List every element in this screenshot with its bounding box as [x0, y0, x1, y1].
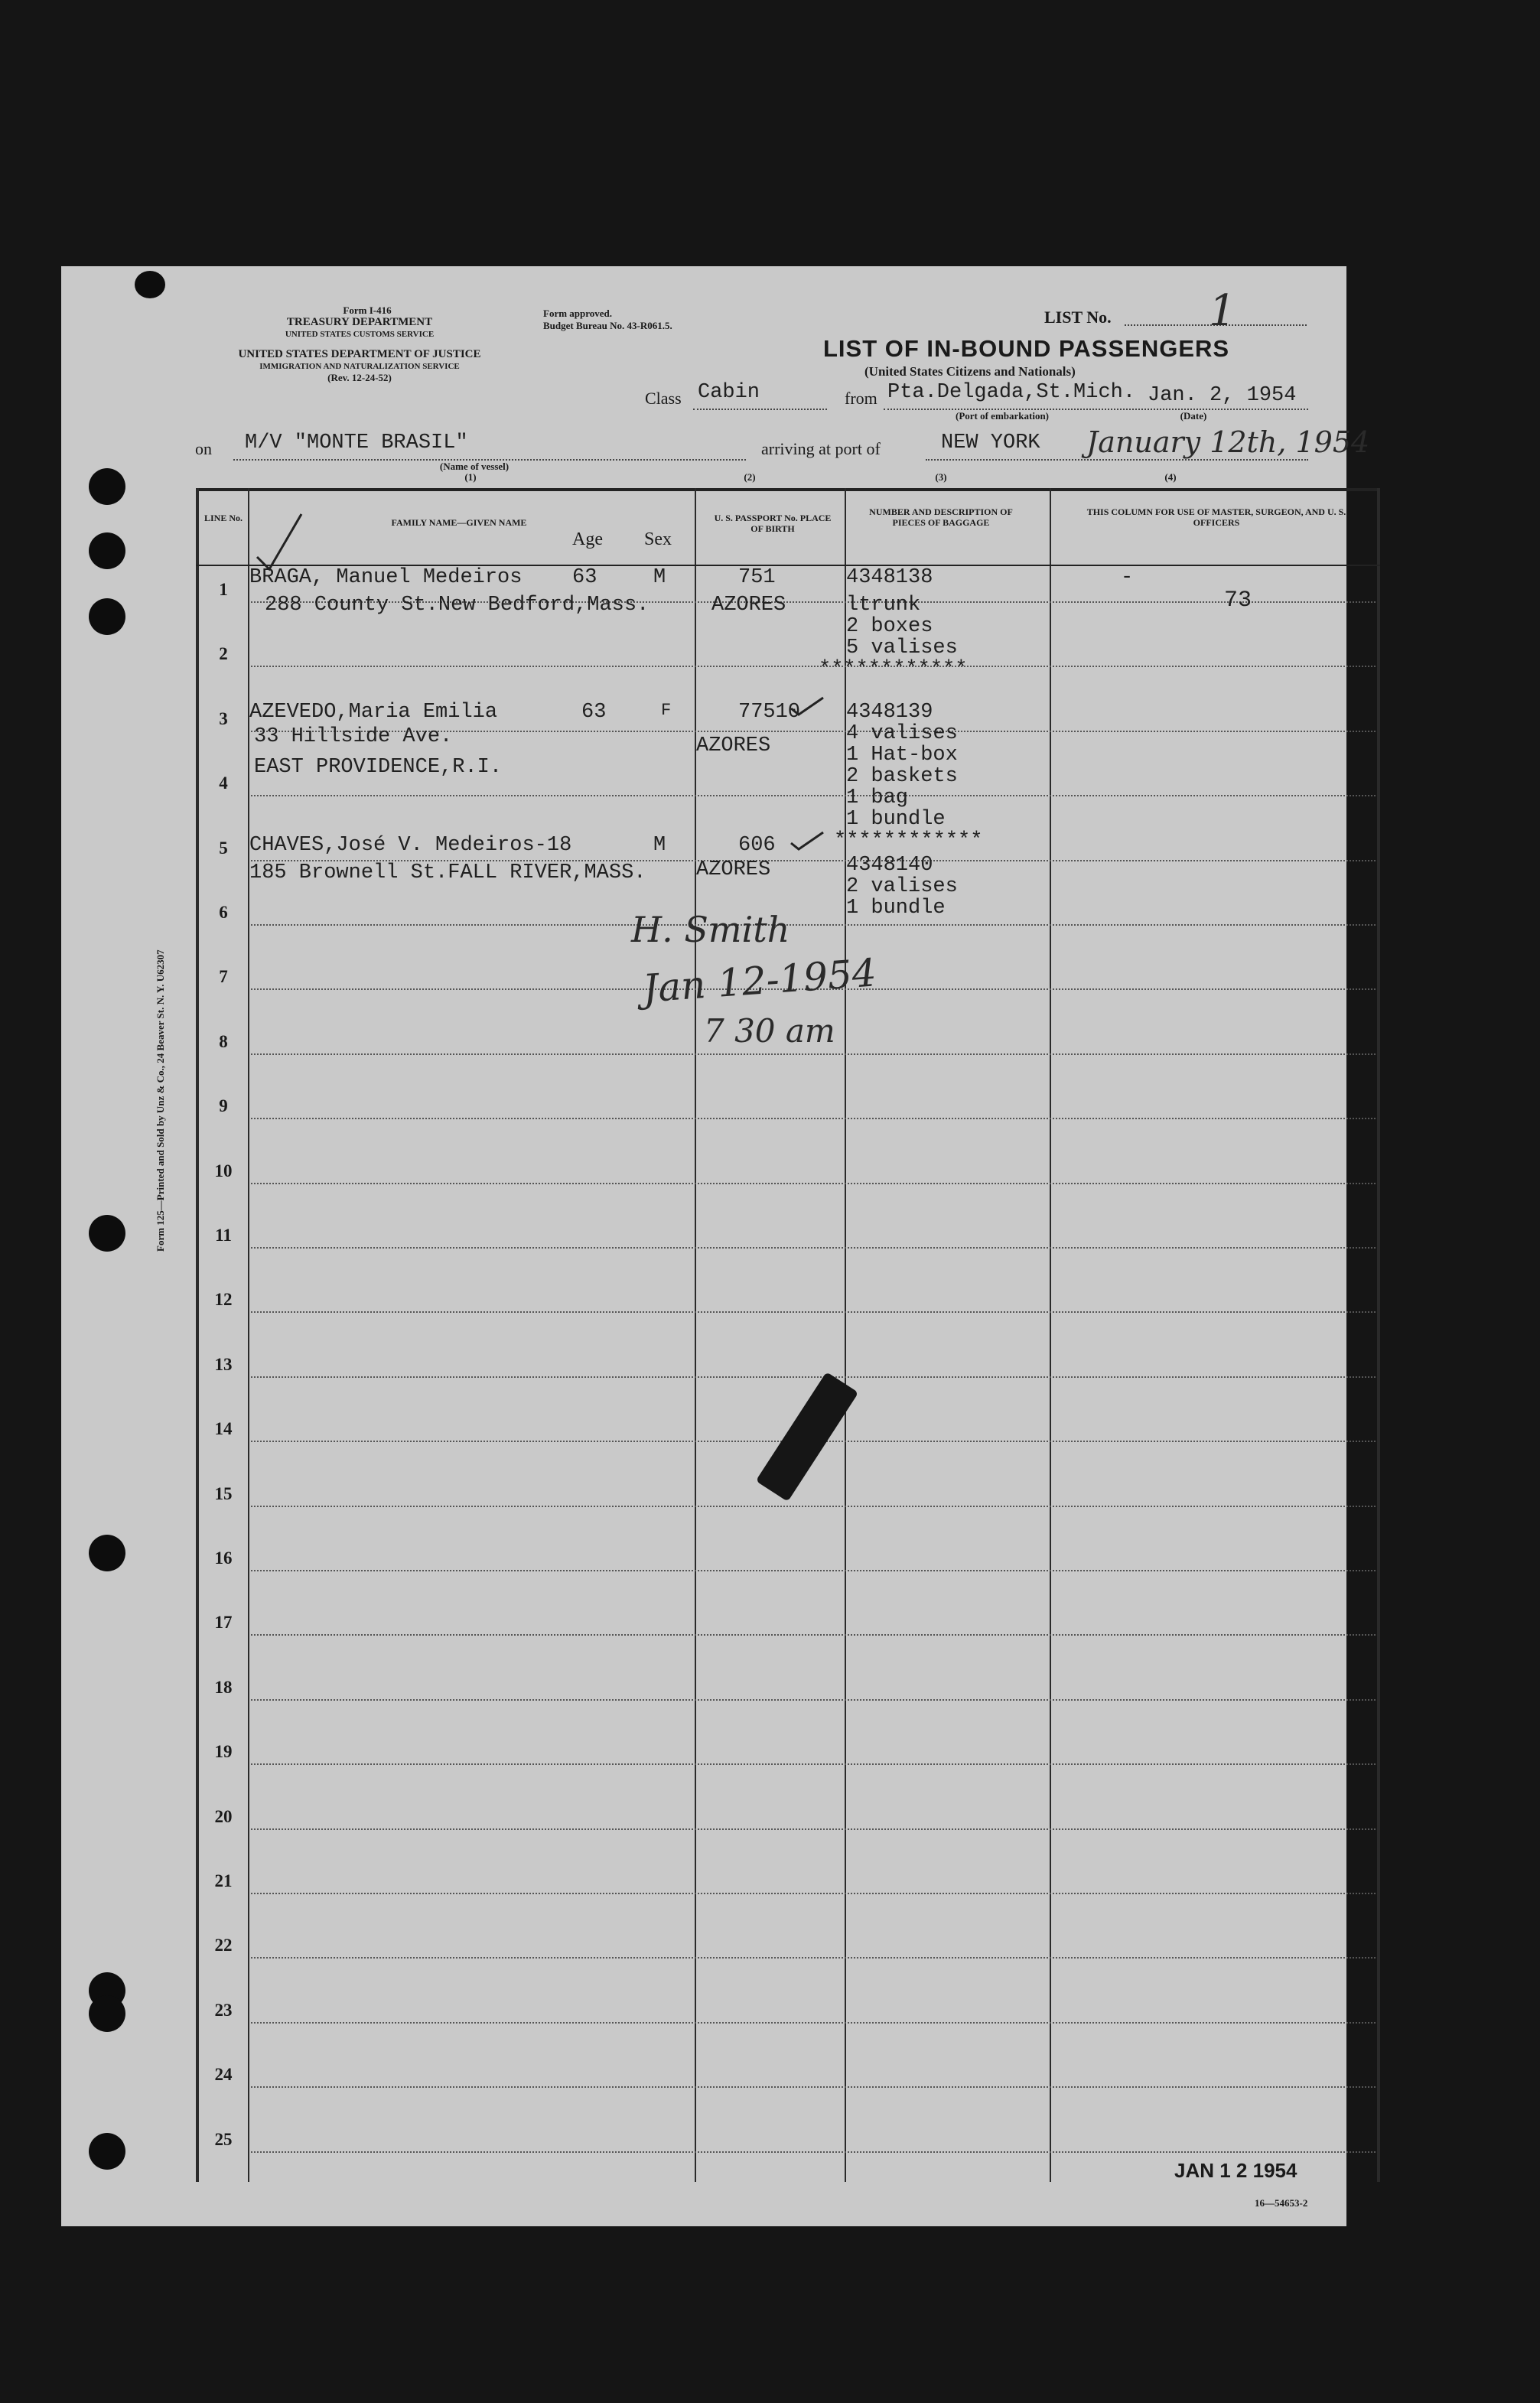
row-line	[251, 1763, 1376, 1765]
entry-2-baggage-4: 1 bundle	[846, 808, 946, 831]
entry-1-birth: AZORES	[711, 594, 786, 617]
binder-hole	[89, 468, 125, 505]
row-line	[251, 1053, 1376, 1055]
row-line	[251, 2022, 1376, 2024]
inspector-signature: H. Smith	[631, 909, 790, 950]
entry-1-baggage-0: ltrunk	[846, 594, 921, 617]
entry-1-passport: 751	[738, 566, 776, 589]
page-title: LIST OF IN-BOUND PASSENGERS	[823, 335, 1230, 362]
row-line	[251, 1570, 1376, 1571]
row-line	[251, 1634, 1376, 1636]
entry-2-baggage-1: 1 Hat-box	[846, 744, 958, 767]
row-line	[251, 666, 1376, 667]
check-mark-icon	[788, 695, 826, 718]
binder-hole	[89, 1995, 125, 2032]
row-number: 12	[214, 1290, 233, 1310]
entry-2-baggage-2: 2 baskets	[846, 765, 958, 788]
col-name: FAMILY NAME—GIVEN NAME	[391, 517, 527, 528]
row-number: 17	[214, 1613, 233, 1633]
row-number: 7	[219, 967, 228, 987]
binder-hole	[89, 1215, 125, 1252]
entry-2-passport: 77510	[738, 701, 801, 724]
class-label: Class	[645, 389, 682, 408]
row-line	[251, 1957, 1376, 1959]
port-caption: (Port of embarkation)	[955, 410, 1050, 422]
caption-1: (1)	[464, 471, 477, 483]
doj-label: UNITED STATES DEPARTMENT OF JUSTICE	[238, 348, 481, 360]
row-line	[251, 1247, 1376, 1249]
entry-3-baggage-no: 4348140	[846, 854, 933, 877]
entry-3-baggage-0: 2 valises	[846, 875, 958, 898]
row-number: 5	[219, 838, 228, 858]
entry-1-baggage-no: 4348138	[846, 566, 933, 589]
entry-2-baggage-0: 4 valises	[846, 722, 958, 745]
date-stamp: JAN 1 2 1954	[1174, 2159, 1297, 2182]
row-line	[251, 1506, 1376, 1507]
class-value: Cabin	[698, 381, 760, 404]
ink-stamp-mark	[756, 1372, 859, 1502]
entry-1-separator: ************	[819, 658, 968, 681]
inspection-date: Jan 12-1954	[641, 950, 878, 1011]
vessel-value: M/V "MONTE BRASIL"	[245, 431, 468, 454]
row-number: 11	[215, 1226, 232, 1245]
entry-3-birth: AZORES	[696, 858, 771, 881]
caption-3: (3)	[935, 471, 947, 483]
from-label: from	[845, 389, 877, 408]
side-printer-text: Form 125—Printed and Sold by Unz & Co., 24 Beaver St. N. Y. U62307	[155, 949, 166, 1252]
col-sex: Sex	[644, 529, 672, 549]
table-top-rule	[196, 488, 1380, 491]
entry-2-separator: ************	[834, 829, 983, 852]
row-number: 18	[214, 1677, 233, 1697]
row-number: 20	[214, 1806, 233, 1826]
row-line	[251, 1183, 1376, 1184]
list-no-value: 1	[1209, 286, 1236, 336]
rev-label: (Rev. 12-24-52)	[327, 372, 392, 383]
entry-2-address2: EAST PROVIDENCE,R.I.	[254, 756, 503, 779]
row-line	[251, 1118, 1376, 1119]
line-col-rule	[248, 488, 249, 2182]
entry-1-baggage-1: 2 boxes	[846, 615, 933, 638]
entry-3-address: 185 Brownell St.FALL RIVER,MASS.	[249, 861, 646, 884]
check-mark-icon	[252, 511, 306, 572]
form-approved: Form approved.	[543, 308, 613, 319]
row-number: 2	[219, 644, 228, 664]
caption-2: (2)	[744, 471, 756, 483]
row-number: 22	[214, 1936, 233, 1955]
row-number: 25	[214, 2129, 233, 2149]
entry-3-passport: 606	[738, 834, 776, 857]
row-number: 13	[214, 1354, 233, 1374]
binder-hole	[89, 1535, 125, 1571]
page-subtitle: (United States Citizens and Nationals)	[864, 364, 1076, 379]
arrival-port: NEW YORK	[941, 431, 1040, 454]
entry-3-baggage-1: 1 bundle	[846, 897, 946, 920]
date-value: Jan. 2, 1954	[1148, 384, 1297, 407]
treasury-label: TREASURY DEPARTMENT	[286, 316, 433, 328]
row-number: 10	[214, 1161, 233, 1180]
row-number: 24	[214, 2065, 233, 2085]
customs-label: UNITED STATES CUSTOMS SERVICE	[285, 330, 435, 339]
row-number: 8	[219, 1031, 228, 1051]
row-number: 14	[214, 1419, 233, 1439]
budget-bureau: Budget Bureau No. 43-R061.5.	[543, 320, 672, 331]
manifest-sheet	[61, 266, 1370, 2226]
row-line	[251, 1699, 1376, 1701]
check-mark-icon	[788, 829, 826, 852]
row-number: 19	[214, 1742, 233, 1762]
date-caption: (Date)	[1180, 410, 1207, 422]
row-number: 15	[214, 1483, 233, 1503]
table-right-rule	[1377, 488, 1380, 2182]
row-line	[251, 795, 1376, 796]
entry-1-baggage-2: 5 valises	[846, 637, 958, 659]
caption-4: (4)	[1164, 471, 1177, 483]
arrival-underline	[926, 459, 1308, 461]
arriving-label: arriving at port of	[761, 439, 881, 458]
col-line-no: LINE No.	[203, 513, 243, 523]
entry-2-address: 33 Hillside Ave.	[254, 725, 453, 748]
entry-1-age: 63	[572, 566, 597, 589]
binder-hole	[135, 271, 165, 298]
row-line	[251, 1893, 1376, 1894]
col-officers: THIS COLUMN FOR USE OF MASTER, SURGEON, AND U. S. OFFICERS	[1086, 506, 1346, 528]
vessel-caption: (Name of vessel)	[439, 461, 510, 472]
entry-3-name: CHAVES,José V. Medeiros-18	[249, 834, 572, 857]
entry-2-baggage-no: 4348139	[846, 701, 933, 724]
binder-hole	[89, 598, 125, 635]
row-number: 21	[214, 1871, 233, 1890]
row-line	[251, 2086, 1376, 2088]
entry-1-officer-value: 73	[1224, 588, 1252, 614]
ins-label: IMMIGRATION AND NATURALIZATION SERVICE	[259, 362, 460, 371]
entry-1-address: 288 County St.New Bedford,Mass.	[265, 594, 650, 617]
entry-1-name: BRAGA, Manuel Medeiros	[249, 566, 523, 589]
entry-2-name: AZEVEDO,Maria Emilia	[249, 701, 498, 724]
entry-1-officer-mark: -	[1121, 566, 1134, 589]
entry-2-birth: AZORES	[696, 734, 771, 757]
baggage-col-rule	[1050, 488, 1051, 2182]
row-number: 1	[219, 580, 228, 599]
entry-1-sex: M	[653, 566, 666, 589]
row-line	[251, 1376, 1376, 1378]
entry-2-baggage-3: 1 bag	[846, 786, 909, 809]
row-number: 23	[214, 2000, 233, 2020]
binder-hole	[89, 532, 125, 569]
row-line	[251, 1311, 1376, 1313]
row-line	[251, 1828, 1376, 1830]
row-number: 3	[219, 708, 228, 728]
col-age: Age	[572, 529, 603, 549]
col-passport: U. S. PASSPORT No. PLACE OF BIRTH	[714, 513, 832, 534]
from-value: Pta.Delgada,St.Mich.	[887, 381, 1136, 404]
entry-2-age: 63	[581, 701, 607, 724]
col-baggage: NUMBER AND DESCRIPTION OF PIECES OF BAGGAGE	[869, 506, 1013, 528]
row-number: 9	[219, 1096, 228, 1116]
inspection-time: 7 30 am	[704, 1012, 835, 1050]
list-no-label: LIST No.	[1044, 308, 1112, 327]
class-underline	[693, 409, 827, 410]
form-number: Form I-416	[343, 304, 392, 316]
row-number: 6	[219, 903, 228, 922]
footer-code: 16—54653-2	[1255, 2197, 1308, 2209]
entry-2-sex: F	[661, 701, 672, 720]
binder-hole	[89, 2133, 125, 2170]
on-label: on	[195, 439, 212, 458]
row-number: 4	[219, 773, 228, 793]
arrival-date-handwritten: January 12th, 1954	[1086, 425, 1370, 459]
row-line	[251, 2151, 1376, 2153]
entry-3-sex: M	[653, 834, 666, 857]
row-number: 16	[214, 1548, 233, 1568]
row-line	[251, 924, 1376, 926]
table-left-rule	[196, 488, 199, 2182]
